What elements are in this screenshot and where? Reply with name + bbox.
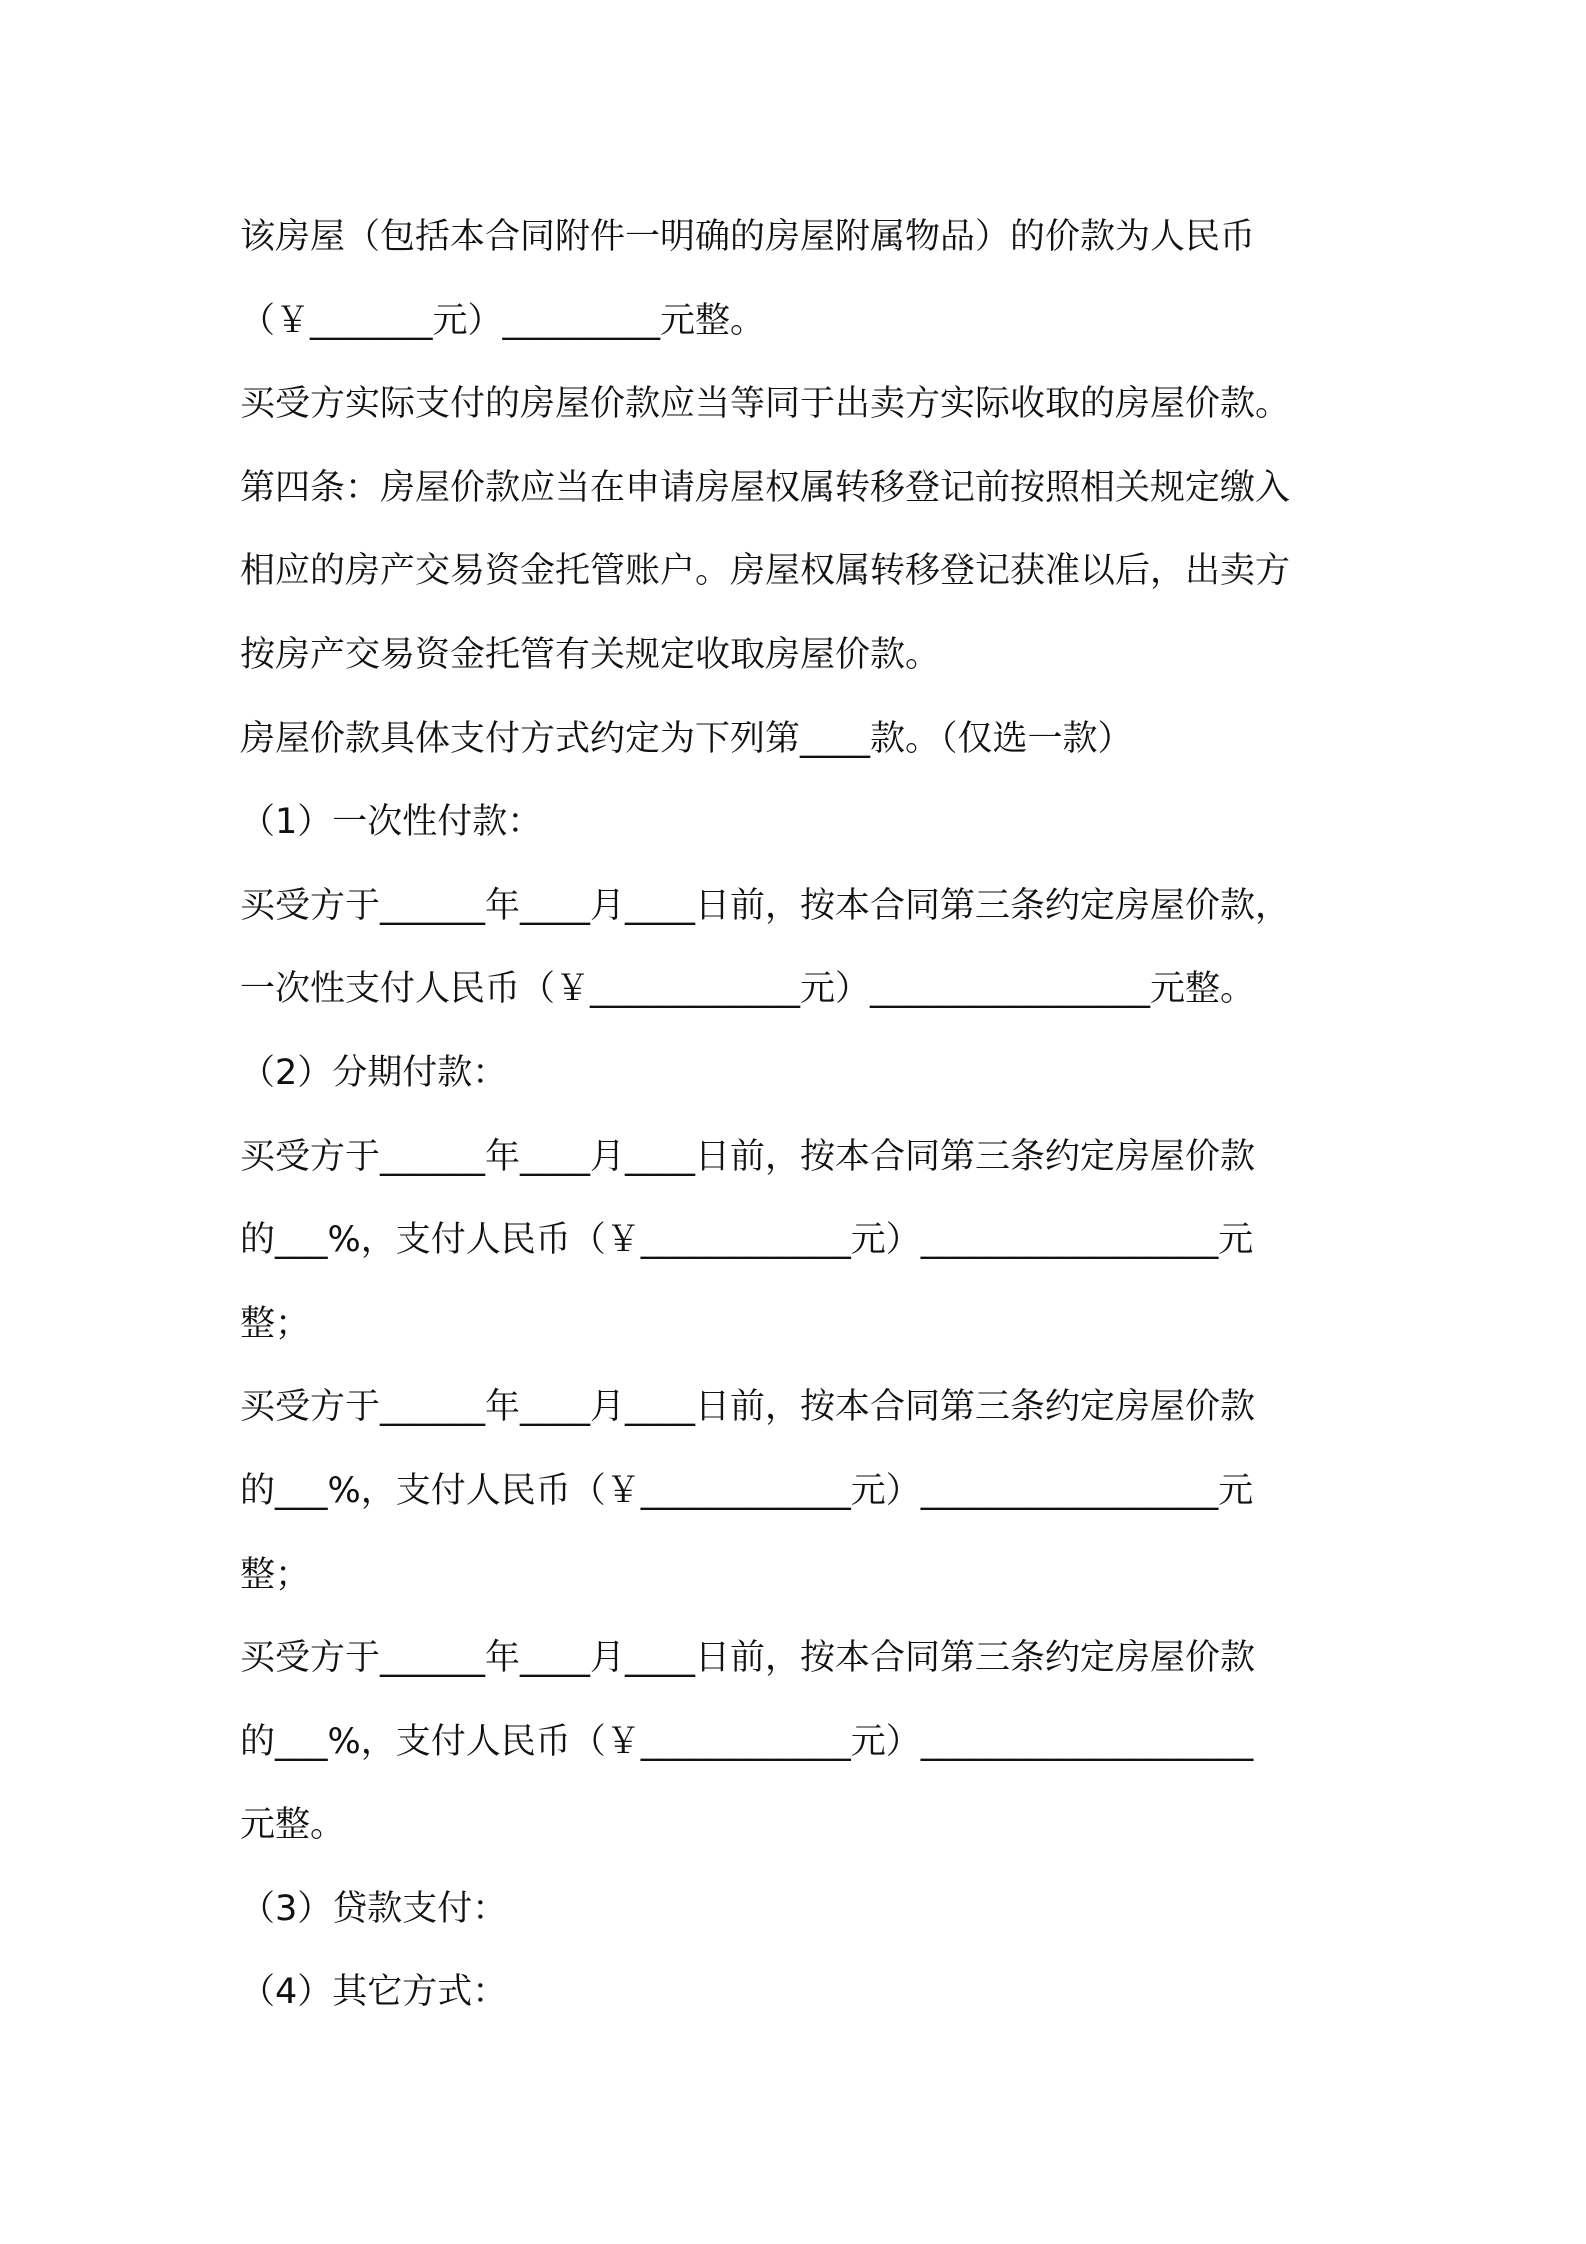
option-heading-4: （4）其它方式：	[240, 1972, 508, 2013]
text-line: 按房产交易资金托管有关规定收取房屋价款。	[240, 634, 941, 675]
text-line: 一次性支付人民币（￥____________元）________________元整。	[240, 969, 1256, 1010]
text-line: 整；	[240, 1554, 311, 1595]
text-line: 整；	[240, 1303, 311, 1344]
text-line: 该房屋（包括本合同附件一明确的房屋附属物品）的价款为人民币	[240, 217, 1256, 257]
article-four-line: 第四条：房屋价款应当在申请房屋权属转移登记前按照相关规定缴入	[240, 467, 1291, 508]
option-heading-2: （2）分期付款：	[240, 1052, 508, 1093]
option-heading-3: （3）贷款支付：	[240, 1888, 508, 1929]
option-heading-1: （1）一次性付款：	[240, 802, 543, 843]
text-line: 房屋价款具体支付方式约定为下列第____款。（仅选一款）	[240, 718, 1133, 759]
text-line: 买受方于______年____月____日前，按本合同第三条约定房屋价款	[240, 1638, 1256, 1679]
text-line: 买受方实际支付的房屋价款应当等同于出卖方实际收取的房屋价款。	[240, 384, 1291, 425]
text-line: 的___%，支付人民币（￥____________元）_________________元	[240, 1470, 1254, 1511]
text-line: 相应的房产交易资金托管账户。房屋权属转移登记获准以后，出卖方	[240, 551, 1291, 592]
text-line: 买受方于______年____月____日前，按本合同第三条约定房屋价款，	[240, 885, 1291, 926]
text-line: （￥_______元）_________元整。	[240, 300, 766, 341]
contract-text	[240, 196, 1370, 2035]
text-line: 元整。	[240, 1805, 346, 1846]
text-line: 的___%，支付人民币（￥____________元）___________________	[240, 1721, 1254, 1762]
text-line: 的___%，支付人民币（￥____________元）_________________元	[240, 1220, 1254, 1261]
text-line: 买受方于______年____月____日前，按本合同第三条约定房屋价款	[240, 1136, 1256, 1177]
text-line: 买受方于______年____月____日前，按本合同第三条约定房屋价款	[240, 1387, 1256, 1428]
